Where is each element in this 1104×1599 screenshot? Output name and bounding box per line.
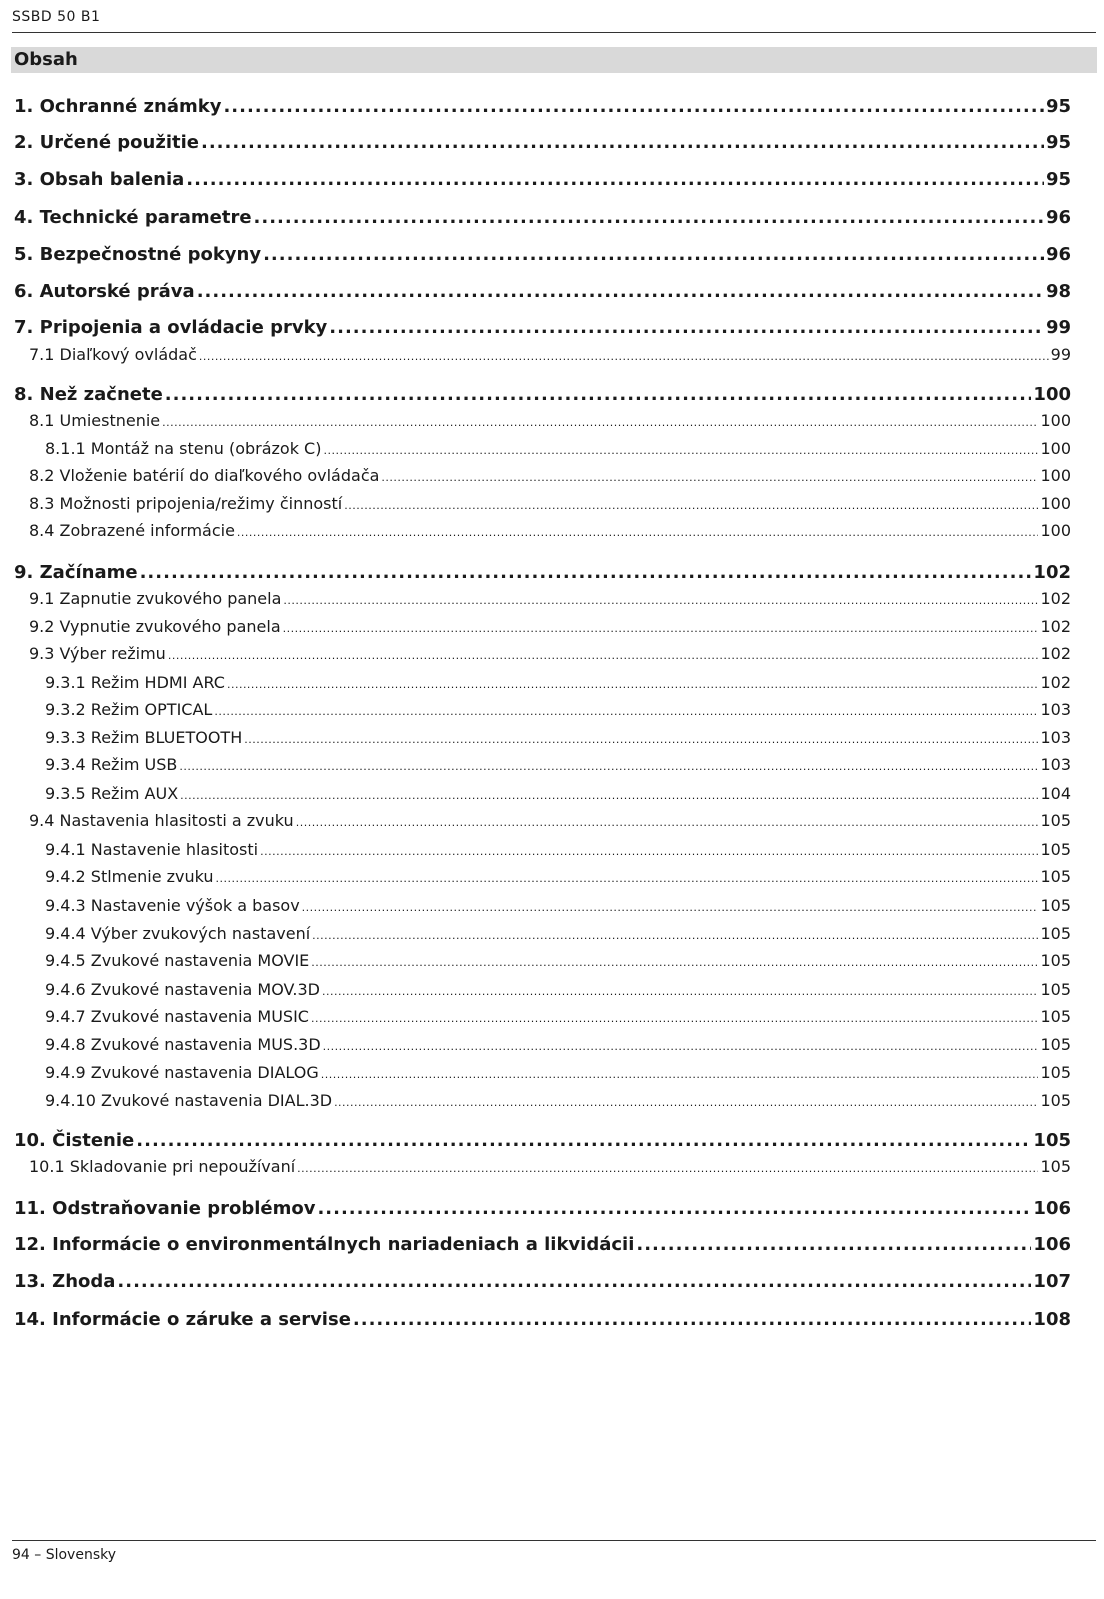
- toc-entry-page: 105: [1040, 951, 1071, 970]
- toc-dot-leader: [317, 1198, 1031, 1219]
- toc-entry-page: 100: [1040, 411, 1071, 430]
- toc-entry-page: 105: [1040, 1157, 1071, 1176]
- toc-entry-page: 105: [1040, 1007, 1071, 1026]
- toc-dot-leader: [179, 760, 1038, 773]
- toc-entry-page: 105: [1040, 811, 1071, 830]
- toc-entry[interactable]: [29, 466, 1071, 485]
- toc-entry-label: 5. Bezpečnostné pokyny: [14, 244, 262, 265]
- toc-dot-leader: [254, 207, 1044, 228]
- toc-dot-leader: [381, 471, 1038, 484]
- toc-dot-leader: [165, 384, 1032, 405]
- toc-entry[interactable]: [29, 411, 1071, 430]
- toc-entry-label: 2. Určené použitie: [14, 132, 199, 153]
- toc-entry[interactable]: [45, 980, 1071, 999]
- toc-entry[interactable]: [45, 951, 1071, 970]
- toc-entry[interactable]: [14, 562, 1071, 583]
- toc-entry[interactable]: [29, 617, 1071, 636]
- toc-entry[interactable]: [29, 589, 1071, 608]
- toc-entry-label: 12. Informácie o environmentálnych nariadeniach a likvidácii: [14, 1234, 635, 1255]
- page-footer: [12, 1540, 1096, 1571]
- toc-entry-page: 108: [1033, 1309, 1071, 1330]
- toc-dot-leader: [214, 705, 1038, 718]
- toc-dot-leader: [323, 444, 1038, 457]
- toc-entry[interactable]: [29, 494, 1071, 513]
- toc-dot-leader: [321, 1068, 1039, 1081]
- toc-entry-page: 99: [1045, 317, 1071, 338]
- section-title-bar: [11, 47, 1097, 73]
- toc-entry-page: 100: [1040, 466, 1071, 485]
- toc-entry-label: 9.4.4 Výber zvukových nastavení: [45, 924, 311, 943]
- toc-entry[interactable]: [45, 1063, 1071, 1082]
- toc-dot-leader: [283, 622, 1039, 635]
- toc-entry-page: 95: [1045, 132, 1071, 153]
- toc-entry-page: 105: [1033, 1130, 1071, 1151]
- toc-entry-label: 9.3 Výber režimu: [29, 644, 166, 663]
- toc-dot-leader: [168, 649, 1039, 662]
- toc-entry-page: 100: [1040, 521, 1071, 540]
- toc-entry-page: 100: [1040, 439, 1071, 458]
- toc-entry[interactable]: [45, 867, 1071, 886]
- toc-entry-label: 9.4 Nastavenia hlasitosti a zvuku: [29, 811, 294, 830]
- toc-entry-page: 105: [1040, 1035, 1071, 1054]
- toc-entry-label: 9.4.9 Zvukové nastavenia DIALOG: [45, 1063, 319, 1082]
- toc-entry[interactable]: [45, 439, 1071, 458]
- toc-entry-label: 8.2 Vloženie batérií do diaľkového ovládača: [29, 466, 380, 485]
- toc-entry-page: 105: [1040, 840, 1071, 859]
- toc-entry-page: 104: [1040, 784, 1071, 803]
- toc-dot-leader: [136, 1130, 1031, 1151]
- toc-dot-leader: [263, 244, 1044, 265]
- toc-entry[interactable]: [14, 96, 1071, 117]
- toc-entry-label: 9.4.6 Zvukové nastavenia MOV.3D: [45, 980, 320, 999]
- toc-dot-leader: [353, 1309, 1032, 1330]
- toc-entry[interactable]: [14, 1130, 1071, 1151]
- toc-dot-leader: [180, 789, 1038, 802]
- toc-entry-page: 105: [1040, 1091, 1071, 1110]
- toc-entry[interactable]: [45, 924, 1071, 943]
- toc-dot-leader: [223, 96, 1043, 117]
- toc-dot-leader: [311, 1012, 1038, 1025]
- toc-dot-leader: [227, 678, 1039, 691]
- toc-entry-page: 106: [1033, 1198, 1071, 1219]
- toc-dot-leader: [237, 526, 1039, 539]
- toc-entry-label: 9.3.2 Režim OPTICAL: [45, 700, 213, 719]
- toc-entry-label: 3. Obsah balenia: [14, 169, 185, 190]
- toc-entry-page: 105: [1040, 896, 1071, 915]
- footer-page-label: 94 – Slovensky: [12, 1547, 117, 1563]
- toc-entry[interactable]: [14, 1198, 1071, 1219]
- toc-dot-leader: [283, 594, 1038, 607]
- toc-dot-leader: [297, 1162, 1038, 1175]
- toc-dot-leader: [244, 733, 1038, 746]
- toc-entry-page: 105: [1040, 924, 1071, 943]
- toc-entry[interactable]: [45, 728, 1071, 747]
- toc-entry[interactable]: [14, 384, 1071, 405]
- toc-entry-label: 4. Technické parametre: [14, 207, 252, 228]
- toc-entry-label: 9.3.1 Režim HDMI ARC: [45, 673, 225, 692]
- toc-entry-label: 9.1 Zapnutie zvukového panela: [29, 589, 282, 608]
- toc-entry-page: 102: [1040, 673, 1071, 692]
- toc-entry-label: 13. Zhoda: [14, 1271, 116, 1292]
- toc-entry[interactable]: [14, 281, 1071, 302]
- toc-entry[interactable]: [29, 521, 1071, 540]
- toc-entry-page: 96: [1045, 207, 1071, 228]
- toc-entry-page: 102: [1040, 644, 1071, 663]
- toc-entry-label: 8.1.1 Montáž na stenu (obrázok C): [45, 439, 322, 458]
- toc-entry-page: 105: [1040, 980, 1071, 999]
- toc-entry-label: 9.4.10 Zvukové nastavenia DIAL.3D: [45, 1091, 333, 1110]
- toc-entry[interactable]: [29, 345, 1071, 364]
- toc-entry-label: 9.3.5 Režim AUX: [45, 784, 179, 803]
- toc-entry-label: 1. Ochranné známky: [14, 96, 222, 117]
- toc-dot-leader: [216, 872, 1039, 885]
- toc-entry-page: 98: [1045, 281, 1071, 302]
- toc-entry-label: 8. Než začnete: [14, 384, 163, 405]
- toc-dot-leader: [311, 956, 1038, 969]
- toc-dot-leader: [296, 816, 1039, 829]
- toc-entry-label: 7.1 Diaľkový ovládač: [29, 345, 197, 364]
- toc-entry-page: 103: [1040, 700, 1071, 719]
- toc-entry[interactable]: [45, 840, 1071, 859]
- toc-dot-leader: [636, 1234, 1031, 1255]
- toc-entry[interactable]: [45, 700, 1071, 719]
- toc-entry-label: 9.4.5 Zvukové nastavenia MOVIE: [45, 951, 310, 970]
- toc-entry-page: 103: [1040, 728, 1071, 747]
- toc-entry-page: 96: [1045, 244, 1071, 265]
- toc-entry-page: 100: [1040, 494, 1071, 513]
- toc-dot-leader: [344, 499, 1038, 512]
- toc-dot-leader: [323, 1040, 1039, 1053]
- toc-entry[interactable]: [45, 784, 1071, 803]
- toc-entry-label: 6. Autorské práva: [14, 281, 195, 302]
- toc-entry[interactable]: [14, 1271, 1071, 1292]
- page-header: [12, 6, 1096, 33]
- toc-entry-page: 105: [1040, 1063, 1071, 1082]
- toc-entry[interactable]: [14, 207, 1071, 228]
- toc-entry-label: 9.2 Vypnutie zvukového panela: [29, 617, 281, 636]
- toc-entry-page: 102: [1040, 617, 1071, 636]
- toc-entry-page: 100: [1033, 384, 1071, 405]
- toc-entry-label: 8.1 Umiestnenie: [29, 411, 161, 430]
- toc-dot-leader: [329, 317, 1044, 338]
- toc-dot-leader: [197, 281, 1044, 302]
- toc-dot-leader: [201, 132, 1044, 153]
- toc-entry[interactable]: [14, 1234, 1071, 1255]
- toc-dot-leader: [312, 929, 1038, 942]
- toc-entry-label: 11. Odstraňovanie problémov: [14, 1198, 316, 1219]
- toc-entry-page: 102: [1040, 589, 1071, 608]
- toc-dot-leader: [334, 1096, 1038, 1109]
- toc-entry[interactable]: [45, 1007, 1071, 1026]
- toc-entry-label: 10. Čistenie: [14, 1130, 135, 1151]
- toc-dot-leader: [260, 845, 1038, 858]
- toc-entry[interactable]: [14, 132, 1071, 153]
- toc-dot-leader: [186, 169, 1044, 190]
- toc-entry-label: 8.4 Zobrazené informácie: [29, 521, 235, 540]
- toc-dot-leader: [199, 350, 1049, 363]
- toc-entry-page: 102: [1033, 562, 1071, 583]
- toc-dot-leader: [322, 985, 1038, 998]
- toc-entry-label: 8.3 Možnosti pripojenia/režimy činností: [29, 494, 343, 513]
- toc-entry[interactable]: [45, 1091, 1071, 1110]
- toc-entry-label: 9.4.1 Nastavenie hlasitosti: [45, 840, 259, 859]
- section-title: Obsah: [14, 49, 78, 70]
- toc-entry-label: 9.4.3 Nastavenie výšok a basov: [45, 896, 300, 915]
- toc-dot-leader: [117, 1271, 1031, 1292]
- toc-entry[interactable]: [14, 1309, 1071, 1330]
- toc-dot-leader: [140, 562, 1032, 583]
- toc-entry[interactable]: [14, 317, 1071, 338]
- toc-entry[interactable]: [14, 169, 1071, 190]
- model-label: SSBD 50 B1: [12, 9, 101, 25]
- toc-entry-label: 9.4.2 Stlmenie zvuku: [45, 867, 214, 886]
- toc-entry-label: 9.3.3 Režim BLUETOOTH: [45, 728, 243, 747]
- toc-entry[interactable]: [29, 644, 1071, 663]
- toc-entry[interactable]: [45, 755, 1071, 774]
- toc-entry-page: 105: [1040, 867, 1071, 886]
- toc-entry[interactable]: [45, 673, 1071, 692]
- toc-entry[interactable]: [14, 244, 1071, 265]
- toc-entry-page: 107: [1033, 1271, 1071, 1292]
- toc-entry-label: 9.4.8 Zvukové nastavenia MUS.3D: [45, 1035, 321, 1054]
- toc-entry-page: 106: [1033, 1234, 1071, 1255]
- toc-dot-leader: [162, 416, 1038, 429]
- toc-entry[interactable]: [45, 896, 1071, 915]
- toc-entry-label: 14. Informácie o záruke a servise: [14, 1309, 351, 1330]
- toc-entry[interactable]: [29, 1157, 1071, 1176]
- toc-entry[interactable]: [29, 811, 1071, 830]
- toc-entry-label: 9. Začíname: [14, 562, 138, 583]
- toc-entry-page: 103: [1040, 755, 1071, 774]
- toc-entry-page: 95: [1045, 169, 1071, 190]
- toc-entry-label: 7. Pripojenia a ovládacie prvky: [14, 317, 328, 338]
- toc-entry[interactable]: [45, 1035, 1071, 1054]
- toc-entry-label: 9.3.4 Režim USB: [45, 755, 178, 774]
- toc-entry-label: 9.4.7 Zvukové nastavenia MUSIC: [45, 1007, 309, 1026]
- toc-entry-label: 10.1 Skladovanie pri nepoužívaní: [29, 1157, 296, 1176]
- toc-entry-page: 95: [1045, 96, 1071, 117]
- toc-dot-leader: [302, 901, 1039, 914]
- toc-entry-page: 99: [1050, 345, 1071, 364]
